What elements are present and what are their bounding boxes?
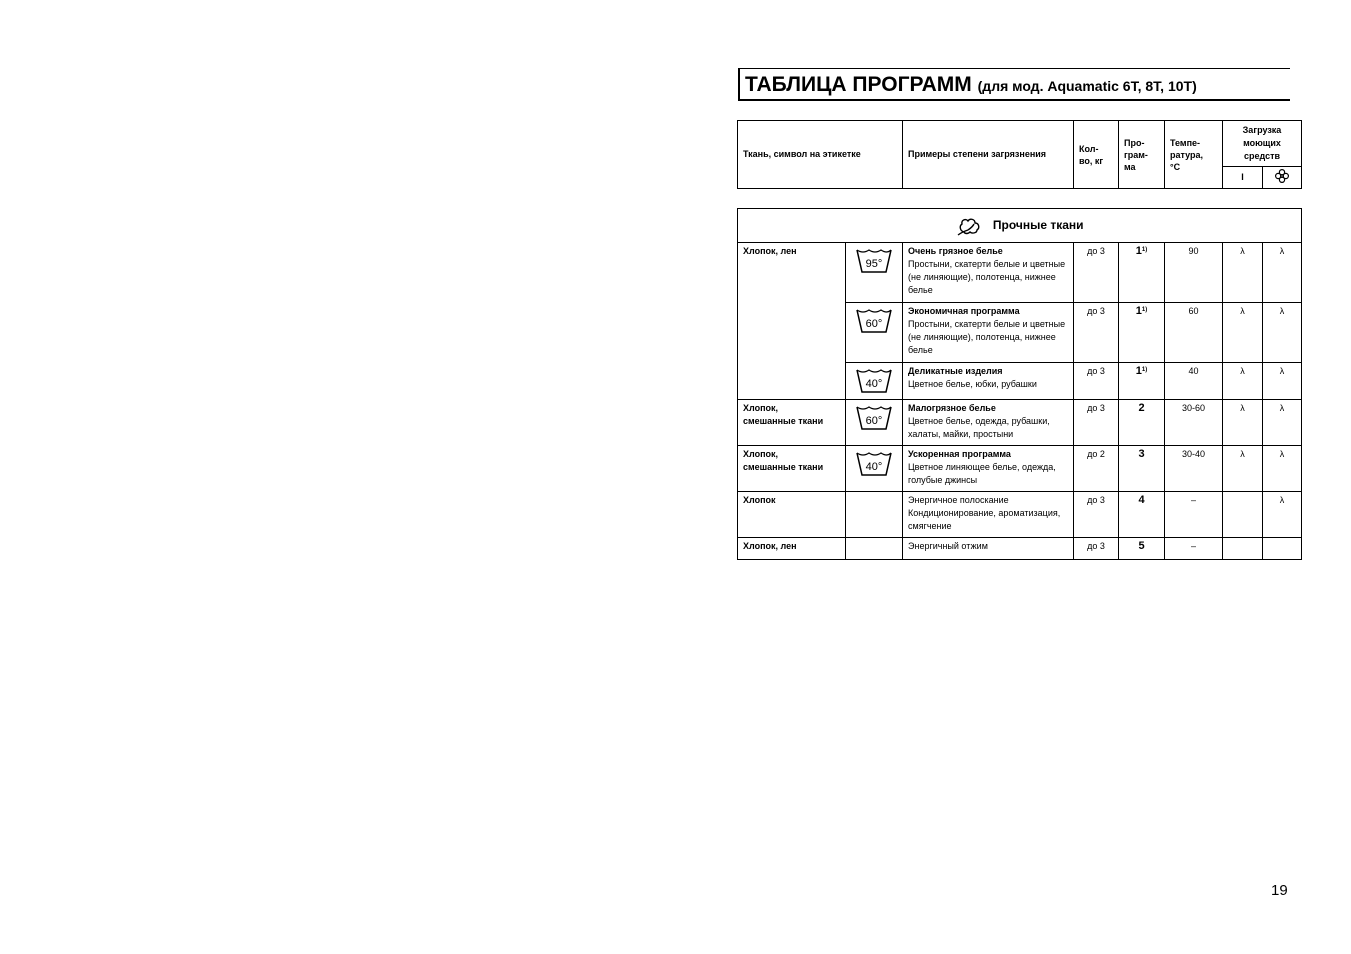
fabric-line: Хлопок, <box>743 449 779 459</box>
header-qty-line1: Кол- <box>1079 143 1099 154</box>
page-title <box>745 73 1197 97</box>
wash-symbol-cell <box>846 446 903 492</box>
description-cell <box>903 538 1074 560</box>
detergent-main-cell: λ <box>1223 446 1263 492</box>
program-number: 2 <box>1138 402 1145 414</box>
wash-tub-icon <box>854 367 894 395</box>
title-subtitle: (для мод. Aquamatic 6T, 8T, 10T) <box>977 78 1197 94</box>
table-row <box>738 492 1302 538</box>
description-title: Малогрязное белье <box>908 403 996 413</box>
header-temp-line2: ратура, <box>1170 149 1204 160</box>
program-cell <box>1119 400 1165 446</box>
temp-cell: 90 <box>1165 243 1223 303</box>
qty-cell: до 3 <box>1074 492 1119 538</box>
description-cell <box>903 492 1074 538</box>
header-program-line2: грам- <box>1124 149 1148 160</box>
detergent-main-cell: λ <box>1223 400 1263 446</box>
header-load-line3: средств <box>1243 151 1281 161</box>
description-title: Экономичная программа <box>908 306 1020 316</box>
detergent-main-cell: λ <box>1223 243 1263 303</box>
header-fabric: Ткань, символ на этикетке <box>738 121 903 189</box>
program-number: 1 <box>1135 305 1142 317</box>
header-detergent-load <box>1223 121 1302 167</box>
fabric-cell <box>738 446 846 492</box>
temp-cell: 60 <box>1165 303 1223 363</box>
program-cell <box>1119 303 1165 363</box>
program-number: 5 <box>1138 540 1145 552</box>
fabric-cell: Хлопок, лен <box>738 243 846 400</box>
section-label: Прочные ткани <box>992 217 1084 232</box>
description-text: Энергичное полоскание Кондиционирование, ароматизация, смягчение <box>908 495 1061 531</box>
wash-symbol-cell <box>846 363 903 400</box>
temp-cell: 40 <box>1165 363 1223 400</box>
header-examples: Примеры степени загрязнения <box>903 121 1074 189</box>
detergent-main-cell: λ <box>1223 303 1263 363</box>
temp-cell: – <box>1165 492 1223 538</box>
program-number: 1 <box>1135 365 1142 377</box>
detergent-softener-cell: λ <box>1263 363 1302 400</box>
program-cell <box>1119 363 1165 400</box>
detergent-main-cell <box>1223 538 1263 560</box>
wash-symbol-cell <box>846 492 903 538</box>
description-cell <box>903 303 1074 363</box>
qty-cell: до 3 <box>1074 363 1119 400</box>
header-temp-line1: Темпе- <box>1170 137 1201 148</box>
description-text: Цветное белье, одежда, рубашки, халаты, майки, простыни <box>908 416 1050 439</box>
header-load-line1: Загрузка <box>1242 125 1282 135</box>
wash-tub-icon <box>854 404 894 432</box>
description-text: Простыни, скатерти белые и цветные (не линяющие), полотенца, нижнее белье <box>908 319 1066 355</box>
description-cell <box>903 243 1074 303</box>
program-footnote: 1) <box>1141 307 1148 313</box>
header-qty-line2: во, кг <box>1079 155 1104 166</box>
qty-cell: до 2 <box>1074 446 1119 492</box>
header-program-line1: Про- <box>1124 137 1145 148</box>
detergent-softener-cell: λ <box>1263 243 1302 303</box>
wash-tub-icon <box>854 450 894 478</box>
program-number: 4 <box>1138 494 1145 506</box>
fabric-line: смешанные ткани <box>743 416 824 426</box>
header-program-line3: ма <box>1124 161 1136 172</box>
fabric-cell: Хлопок <box>738 492 846 538</box>
fabric-cell <box>738 400 846 446</box>
header-load-main-wash: I <box>1223 167 1263 189</box>
page-number: 19 <box>1271 882 1288 899</box>
description-text: Цветное линяющее белье, одежда, голубые джинсы <box>908 462 1056 485</box>
header-temp <box>1165 121 1223 189</box>
program-footnote: 1) <box>1141 247 1148 253</box>
description-cell <box>903 446 1074 492</box>
temp-cell: – <box>1165 538 1223 560</box>
detergent-softener-cell <box>1263 538 1302 560</box>
wash-symbol-cell <box>846 538 903 560</box>
fabric-line: смешанные ткани <box>743 462 824 472</box>
fabric-line: Хлопок, <box>743 403 779 413</box>
section-header <box>738 209 1302 243</box>
program-table <box>737 208 1302 560</box>
description-title: Деликатные изделия <box>908 366 1003 376</box>
qty-cell: до 3 <box>1074 243 1119 303</box>
description-text: Энергичный отжим <box>908 541 988 551</box>
wash-temp-label: 40° <box>865 378 883 390</box>
table-row <box>738 243 1302 303</box>
wash-symbol-cell <box>846 400 903 446</box>
header-temp-line3: °С <box>1170 161 1181 172</box>
wash-temp-label: 60° <box>865 415 883 427</box>
title-main-text: ТАБЛИЦА ПРОГРАММ <box>745 73 972 96</box>
cotton-icon <box>956 216 984 236</box>
wash-tub-icon <box>854 247 894 275</box>
temp-cell: 30-60 <box>1165 400 1223 446</box>
header-program <box>1119 121 1165 189</box>
program-footnote: 1) <box>1141 367 1148 373</box>
program-cell <box>1119 243 1165 303</box>
program-cell <box>1119 492 1165 538</box>
detergent-softener-cell: λ <box>1263 492 1302 538</box>
description-cell <box>903 400 1074 446</box>
header-table <box>737 120 1302 189</box>
program-cell <box>1119 538 1165 560</box>
detergent-main-cell <box>1223 492 1263 538</box>
program-number: 1 <box>1135 245 1142 257</box>
fabric-cell: Хлопок, лен <box>738 538 846 560</box>
table-row <box>738 446 1302 492</box>
description-title: Ускоренная программа <box>908 449 1011 459</box>
program-number: 3 <box>1138 448 1145 460</box>
header-load-softener <box>1263 167 1302 189</box>
detergent-softener-cell: λ <box>1263 400 1302 446</box>
wash-symbol-cell <box>846 303 903 363</box>
wash-temp-label: 40° <box>865 461 883 473</box>
description-title: Очень грязное белье <box>908 246 1003 256</box>
detergent-softener-cell: λ <box>1263 303 1302 363</box>
wash-temp-label: 60° <box>865 318 883 330</box>
table-row <box>738 400 1302 446</box>
qty-cell: до 3 <box>1074 400 1119 446</box>
header-qty <box>1074 121 1119 189</box>
wash-temp-label: 95° <box>865 258 883 270</box>
detergent-main-cell: λ <box>1223 363 1263 400</box>
description-cell <box>903 363 1074 400</box>
detergent-softener-cell: λ <box>1263 446 1302 492</box>
qty-cell: до 3 <box>1074 303 1119 363</box>
flower-icon <box>1274 168 1290 184</box>
description-text: Простыни, скатерти белые и цветные (не линяющие), полотенца, нижнее белье <box>908 259 1066 295</box>
wash-symbol-cell <box>846 243 903 303</box>
description-text: Цветное белье, юбки, рубашки <box>908 379 1037 389</box>
table-row <box>738 538 1302 560</box>
program-cell <box>1119 446 1165 492</box>
wash-tub-icon <box>854 307 894 335</box>
title-frame <box>738 68 1290 101</box>
qty-cell: до 3 <box>1074 538 1119 560</box>
header-load-line2: моющих <box>1243 138 1281 148</box>
temp-cell: 30-40 <box>1165 446 1223 492</box>
